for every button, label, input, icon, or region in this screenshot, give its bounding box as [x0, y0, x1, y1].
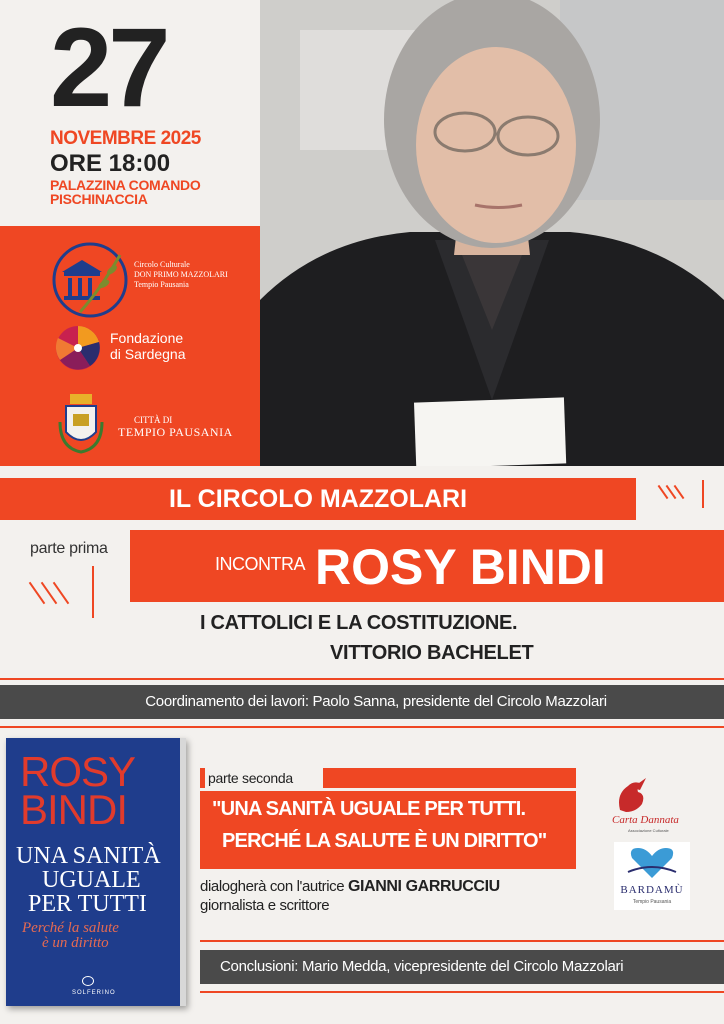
part-two-label: parte seconda — [208, 770, 293, 786]
bardamu-name: BARDAMÙ — [620, 884, 684, 896]
circolo-logo-line2: DON PRIMO MAZZOLARI — [134, 270, 228, 279]
book-quote-line1: "UNA SANITÀ UGUALE PER TUTTI. — [212, 798, 526, 820]
carta-dannata-logo — [606, 776, 698, 840]
comune-logo-line1: CITTÀ DI — [134, 415, 173, 425]
carta-dannata-name: Carta Dannata — [612, 814, 679, 826]
dialogue-line — [200, 878, 500, 896]
comune-logo-line2: TEMPIO PAUSANIA — [118, 425, 233, 439]
book-title-line3: PER TUTTI — [28, 891, 147, 917]
book-author-line1: ROSY — [20, 748, 136, 795]
book-cover — [6, 738, 186, 1006]
circolo-mazzolari-logo-icon — [50, 240, 130, 320]
publisher-logo-icon — [82, 976, 94, 986]
vertical-rule — [92, 566, 94, 618]
organizer-banner-text: IL CIRCOLO MAZZOLARI — [168, 485, 468, 513]
divider-line — [200, 940, 724, 942]
guest-name: ROSY BINDI — [315, 539, 606, 595]
event-time: ORE 18:00 — [50, 150, 171, 177]
talk-title-line2: VITTORIO BACHELET — [330, 642, 534, 664]
event-place-line2: PISCHINACCIA — [50, 191, 148, 207]
fondazione-sardegna-logo-icon — [54, 324, 102, 372]
bardamu-subtitle: Tempio Pausania — [632, 899, 672, 905]
speaker-photo — [260, 0, 724, 466]
heart-book-icon — [624, 844, 680, 880]
incontra-text: INCONTRA — [215, 554, 305, 574]
speaker-photo-illustration — [260, 0, 724, 466]
comune-tempio-crest-icon — [56, 392, 106, 454]
event-month: NOVEMBRE 2025 — [50, 128, 201, 149]
book-quote-line2: PERCHÉ LA SALUTE È UN DIRITTO" — [222, 830, 547, 852]
carta-dannata-subtitle: Associazione Culturale — [628, 828, 669, 833]
sponsor-logos-panel — [0, 226, 260, 466]
book-author-line2: BINDI — [20, 786, 128, 833]
conclusions-text: Conclusioni: Mario Medda, vicepresidente del Circolo Mazzolari — [220, 958, 624, 975]
event-place-line1: PALAZZINA COMANDO — [50, 177, 201, 193]
vertical-rule — [702, 480, 704, 508]
book-title-line2: UGUALE — [42, 867, 141, 893]
book-subtitle-line2: è un diritto — [42, 935, 109, 951]
circolo-logo-line1: Circolo Culturale — [134, 260, 190, 269]
book-subtitle-line1: Perché la salute — [22, 920, 119, 936]
dialogue-prefix: dialogherà con l'autrice — [200, 878, 348, 895]
event-day: 27 — [50, 5, 167, 130]
circolo-logo-line3: Tempio Pausania — [134, 280, 189, 289]
dragon-icon — [612, 776, 652, 816]
talk-title-line1: I CATTOLICI E LA COSTITUZIONE. — [200, 612, 518, 634]
book-publisher: SOLFERINO — [72, 990, 116, 996]
interviewer-role: giornalista e scrittore — [200, 897, 330, 914]
divider-line — [200, 991, 724, 993]
divider-line — [0, 678, 724, 680]
part-one-label: parte prima — [30, 540, 108, 557]
fondazione-logo-line1: Fondazione — [110, 330, 184, 346]
bardamu-logo — [614, 842, 690, 910]
book-title-line1: UNA SANITÀ — [16, 843, 161, 869]
interviewer-name: GIANNI GARRUCCIU — [347, 878, 500, 895]
divider-line — [0, 726, 724, 728]
fondazione-logo-line2: di Sardegna — [110, 346, 186, 362]
coordination-text: Coordinamento dei lavori: Paolo Sanna, presidente del Circolo Mazzolari — [145, 693, 607, 710]
